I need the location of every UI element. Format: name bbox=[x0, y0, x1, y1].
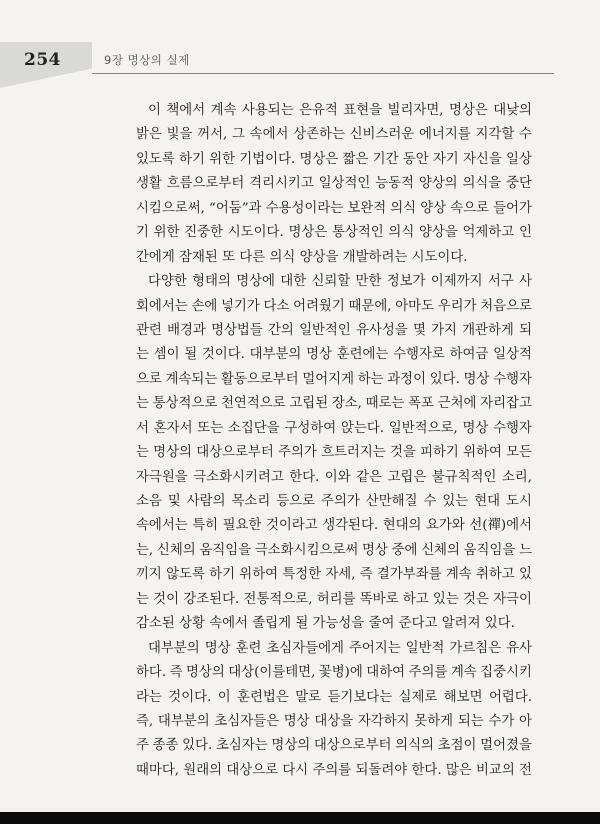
header-rule bbox=[92, 73, 554, 74]
paragraph-1-line: 시킴으로써, “어둠”과 수용성이라는 보완적 의식 양상 속으로 들어가 bbox=[136, 200, 532, 216]
paragraph-2-line: 감소된 상황 속에서 졸립게 될 가능성을 줄여 준다고 알려져 있다. bbox=[136, 616, 515, 632]
paragraph-1-line: 생활 흐름으로부터 격리시키고 일상적인 능동적 양상의 의식을 중단 bbox=[136, 176, 532, 192]
paragraph-1-line: 기 위한 진중한 시도이다. 명상은 통상적인 의식 양상을 억제하고 인 bbox=[136, 225, 532, 241]
paragraph-2-line: 서 혼자서 또는 소집단을 구성하여 앉는다. 일반적으로, 명상 수행자 bbox=[136, 420, 532, 436]
paragraph-3-line: 때마다, 원래의 대상으로 다시 주의를 되돌려야 한다. 많은 비교의 전 bbox=[136, 762, 532, 778]
paragraph-2-line: 속에서는 특히 필요한 것이라고 생각된다. 현대의 요가와 선(禪)에서 bbox=[136, 518, 532, 534]
paragraph-1-line: 이 책에서 계속 사용되는 은유적 표현을 빌리자면, 명상은 대낮의 bbox=[148, 103, 532, 118]
page-number: 254 bbox=[24, 50, 61, 70]
paragraph-2-line: 소음 및 사람의 목소리 등으로 주의가 산만해질 수 있는 현대 도시 bbox=[136, 494, 532, 509]
paragraph-1-line: 밝은 빛을 꺼서, 그 속에서 상존하는 신비스러운 에너지를 지각할 수 bbox=[136, 127, 532, 143]
paragraph-3-line: 하다. 즉 명상의 대상(이를테면, 꽃병)에 대하여 주의를 계속 집중시키 bbox=[136, 665, 532, 681]
paragraph-3-line: 대부분의 명상 훈련 초심자들에게 주어지는 일반적 가르침은 유사 bbox=[148, 640, 532, 656]
paragraph-2-line: 는, 신체의 움직임을 극소화시킴으로써 명상 중에 신체의 움직임을 느 bbox=[136, 542, 532, 558]
paragraph-1-line: 있도록 하기 위한 기법이다. 명상은 짧은 기간 동안 자기 자신을 일상 bbox=[136, 151, 532, 167]
page-header bbox=[0, 0, 600, 100]
paragraph-2-line: 관련 배경과 명상법들 간의 일반적인 유사성을 몇 가지 개관하게 되 bbox=[136, 322, 532, 338]
paragraph-2-line: 는 통상적으로 천연적으로 고립된 장소, 때로는 폭포 근처에 자리잡고 bbox=[136, 396, 532, 412]
paragraph-3-line: 주 종종 있다. 초심자는 명상의 대상으로부터 의식의 초점이 멀어졌을 bbox=[136, 738, 532, 754]
paragraph-2-line: 자극원을 극소화시키려고 한다. 이와 같은 고립은 불규칙적인 소리, bbox=[136, 469, 532, 485]
running-head-chapter-title: 9장 명상의 실제 bbox=[104, 53, 190, 67]
paragraph-2-line: 는 셈이 될 것이다. 대부분의 명상 훈련에는 수행자로 하여금 일상적 bbox=[136, 347, 532, 363]
paragraph-2-line: 는 명상의 대상으로부터 주의가 흐트러지는 것을 피하기 위하여 모든 bbox=[136, 445, 532, 461]
paragraph-2-line: 다양한 형태의 명상에 대한 신뢰할 만한 정보가 이제까지 서구 사 bbox=[148, 274, 532, 290]
paragraph-3-line: 라는 것이다. 이 훈련법은 말로 듣기보다는 실제로 해보면 어렵다. bbox=[136, 689, 532, 705]
paragraph-2-line: 회에서는 손에 넣기가 다소 어려웠기 때문에, 아마도 우리가 처음으로 bbox=[136, 298, 532, 314]
bottom-border bbox=[0, 812, 600, 824]
paragraph-2-line: 끼지 않도록 하기 위하여 특정한 자세, 즉 결가부좌를 계속 취하고 있 bbox=[136, 567, 532, 583]
body-text bbox=[136, 99, 532, 783]
paragraph-3-line: 즉, 대부분의 초심자들은 명상 대상을 자각하지 못하게 되는 수가 아 bbox=[136, 713, 532, 729]
paragraph-2-line: 으로 계속되는 활동으로부터 멀어지게 하는 과정이 있다. 명상 수행자 bbox=[136, 371, 532, 387]
paragraph-1-line: 간에게 잠재된 또 다른 의식 양상을 개발하려는 시도이다. bbox=[136, 249, 468, 265]
paragraph-2-line: 는 것이 강조된다. 전통적으로, 허리를 똑바로 하고 있는 것은 자극이 bbox=[136, 591, 532, 607]
